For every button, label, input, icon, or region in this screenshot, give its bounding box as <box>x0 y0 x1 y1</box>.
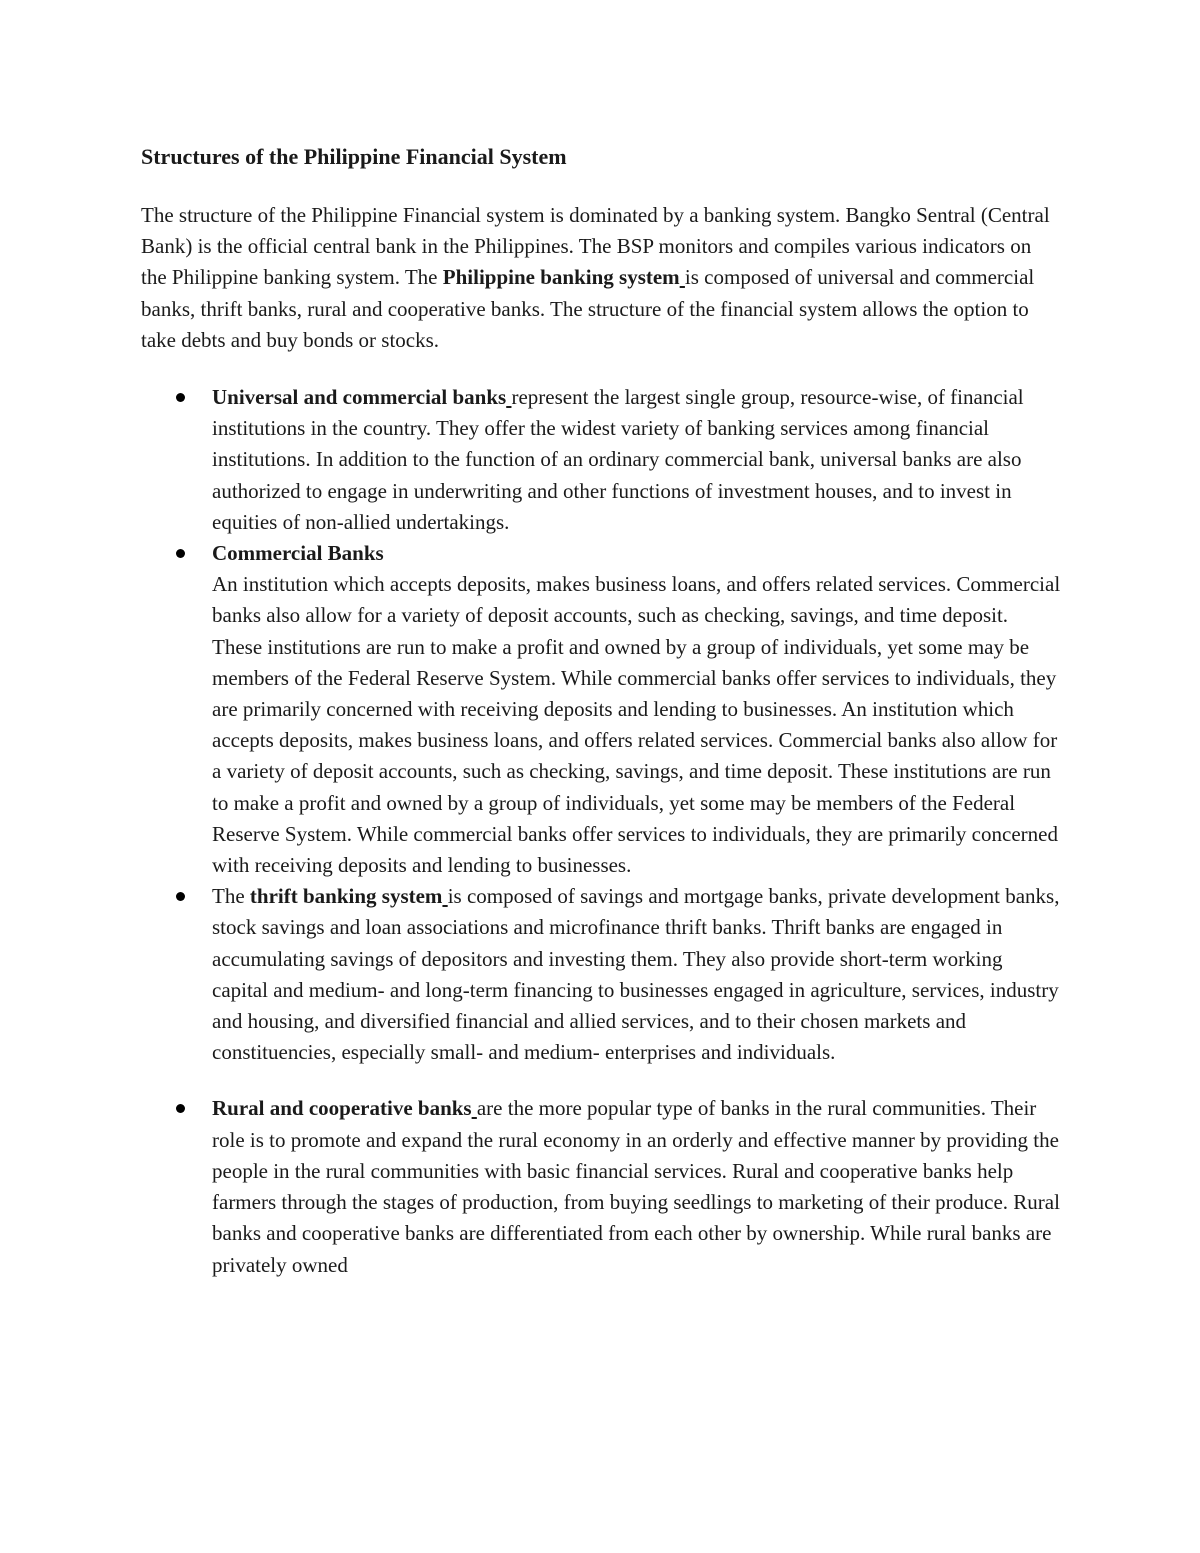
intro-bold-term: Philippine banking system <box>442 265 680 290</box>
item-text: An institution which accepts deposits, makes business loans, and offers related services. Commercial banks also allow for a variety of deposit accounts, such as checking, savings, and time deposit. These institutions are run to make a profit and owned by a group of individuals, yet some may be members of the Federal Reserve System. While commercial banks offer services to individuals, they are primarily concerned with receiving deposits and lending to businesses. An institution which accepts deposits, makes business loans, and offers related services. Commercial banks also allow for a variety of deposit accounts, such as checking, savings, and time deposit. These institutions are run to make a profit and owned by a group of individuals, yet some may be members of the Federal Reserve System. While commercial banks offer services to individuals, they are primarily concerned with receiving deposits and lending to businesses. <box>212 572 1061 878</box>
bold-term: Rural and cooperative banks <box>212 1096 472 1121</box>
item-text: are the more popular type of banks in the rural communities. Their role is to promote and expand the rural economy in an orderly and effective manner by providing the people in the rural communities with basic financial services. Rural and cooperative banks help farmers through the stages of production, from buying seedlings to marketing of their produce. Rural banks and cooperative banks are differentiated from each other by ownership. While rural banks are privately owned <box>212 1096 1060 1277</box>
item-text: is composed of savings and mortgage banks, private development banks, stock savings and loan associations and microfinance thrift banks. Thrift banks are engaged in accumulating savings of depositors and investing them. They also provide short-term working capital and medium- and long-term financing to businesses engaged in agriculture, services, industry and housing, and diversified financial and allied services, and to their chosen markets and constituencies, especially small- and medium- enterprises and individuals. <box>212 884 1060 1065</box>
list-item-rural-banks <box>141 1093 1061 1280</box>
page-title: Structures of the Philippine Financial System <box>141 144 567 169</box>
bold-term: thrift banking system <box>249 884 443 909</box>
intro-paragraph <box>141 200 1061 356</box>
item-heading: Commercial Banks <box>212 541 384 566</box>
list-item-commercial-banks <box>141 538 1061 881</box>
bank-types-list <box>141 382 1061 1281</box>
intro-text-end: is composed of universal and commercial banks, thrift banks, rural and cooperative banks. The structure of the financial system allows the option to take debts and buy bonds or stocks. <box>141 265 1035 352</box>
intro-text-start: The structure of the Philippine Financial system is dominated by a banking system. Bangko Sentral (Central Bank) is the official central bank in the Philippines. The BSP monitors and compiles various indicators on the Philippine banking system. The <box>141 203 1050 290</box>
list-item-universal-banks <box>141 382 1061 538</box>
item-lead-text: The <box>212 884 250 909</box>
bold-term: Universal and commercial banks <box>212 385 507 410</box>
list-item-thrift-banks <box>141 881 1061 1068</box>
item-text: represent the largest single group, resource-wise, of financial institutions in the country. They offer the widest variety of banking services among financial institutions. In addition to the function of an ordinary commercial bank, universal banks are also authorized to engage in underwriting and other functions of investment houses, and to invest in equities of non-allied undertakings. <box>212 385 1024 534</box>
document-page <box>141 140 1061 1281</box>
